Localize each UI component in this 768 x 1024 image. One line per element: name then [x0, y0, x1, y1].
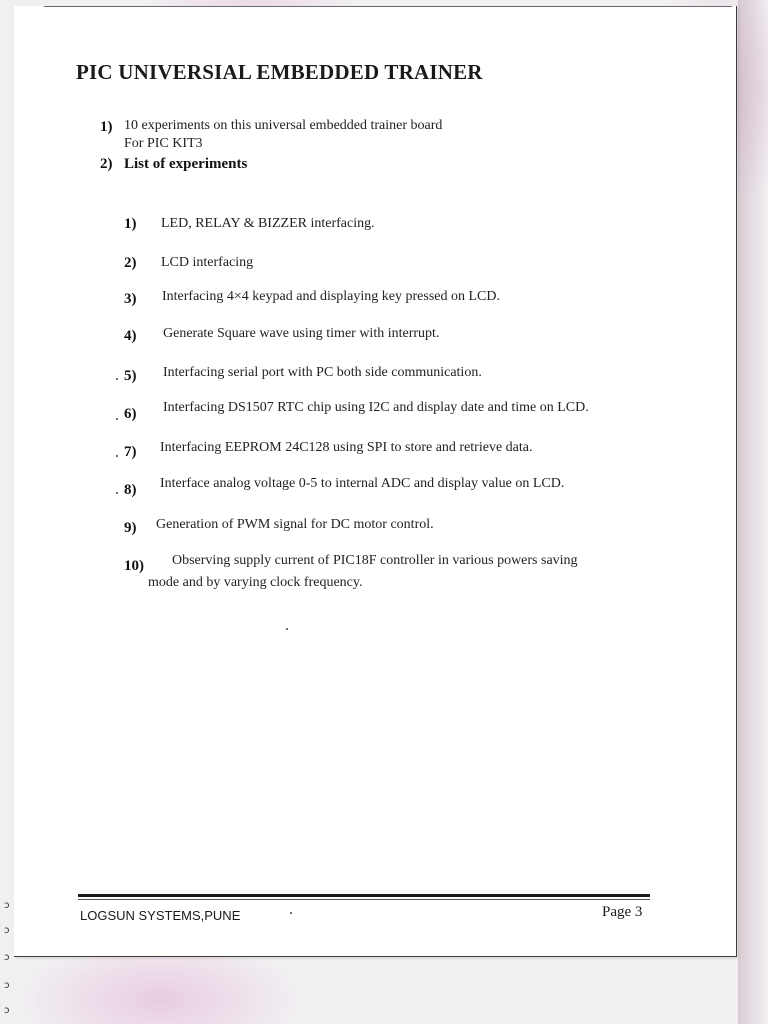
list-item-text: Interfacing serial port with PC both side communication.	[163, 365, 482, 380]
intro-item-text: 10 experiments on this universal embedded trainer board	[124, 118, 443, 133]
binding-hole-mark: ɔ	[4, 1005, 10, 1016]
binding-hole-mark: ɔ	[4, 952, 10, 963]
list-item-text: Interfacing DS1507 RTC chip using I2C and display date and time on LCD.	[163, 400, 589, 415]
list-item-number: 8)	[124, 482, 137, 498]
list-item-number: 4)	[124, 328, 137, 344]
intro-item-number: 1)	[100, 119, 113, 135]
stray-mark	[116, 378, 118, 380]
stray-mark	[286, 628, 288, 630]
stray-mark	[290, 912, 292, 914]
intro-item-number: 2)	[100, 156, 113, 172]
list-item-text: Interface analog voltage 0-5 to internal ADC and display value on LCD.	[160, 476, 565, 491]
document-title: PIC UNIVERSIAL EMBEDDED TRAINER	[76, 60, 483, 84]
list-item-number: 6)	[124, 406, 137, 422]
list-item-number: 2)	[124, 255, 137, 271]
list-item-text: LED, RELAY & BIZZER interfacing.	[161, 216, 375, 231]
list-item-number: 10)	[124, 558, 144, 574]
binding-hole-mark: ɔ	[4, 925, 10, 936]
page-edge-shadow	[738, 0, 768, 1024]
experiments-list-heading: List of experiments	[124, 156, 248, 172]
stray-mark	[116, 455, 118, 457]
footer-rule	[78, 894, 650, 897]
list-item-text: LCD interfacing	[161, 255, 254, 270]
list-item-number: 5)	[124, 368, 137, 384]
stray-mark	[116, 418, 118, 420]
stray-mark	[116, 492, 118, 494]
intro-item-text-continued: For PIC KIT3	[124, 136, 203, 151]
footer-rule-thin	[78, 899, 650, 900]
binding-hole-mark: ɔ	[4, 980, 10, 991]
list-item-number: 1)	[124, 216, 137, 232]
list-item-text: Interfacing EEPROM 24C128 using SPI to store and retrieve data.	[160, 440, 533, 455]
footer-company: LOGSUN SYSTEMS,PUNE	[80, 908, 241, 923]
list-item-number: 7)	[124, 444, 137, 460]
binding-hole-mark: ɔ	[4, 900, 10, 911]
list-item-text: Interfacing 4×4 keypad and displaying key pressed on LCD.	[162, 289, 500, 304]
list-item-number: 9)	[124, 520, 137, 536]
page-number: Page 3	[602, 904, 643, 920]
list-item-text-continued: mode and by varying clock frequency.	[148, 575, 363, 590]
page-top-edge	[44, 6, 732, 7]
list-item-text: Observing supply current of PIC18F controller in various powers saving	[172, 553, 578, 568]
list-item-number: 3)	[124, 291, 137, 307]
list-item-text: Generation of PWM signal for DC motor control.	[156, 517, 434, 532]
list-item-text: Generate Square wave using timer with interrupt.	[163, 326, 440, 341]
